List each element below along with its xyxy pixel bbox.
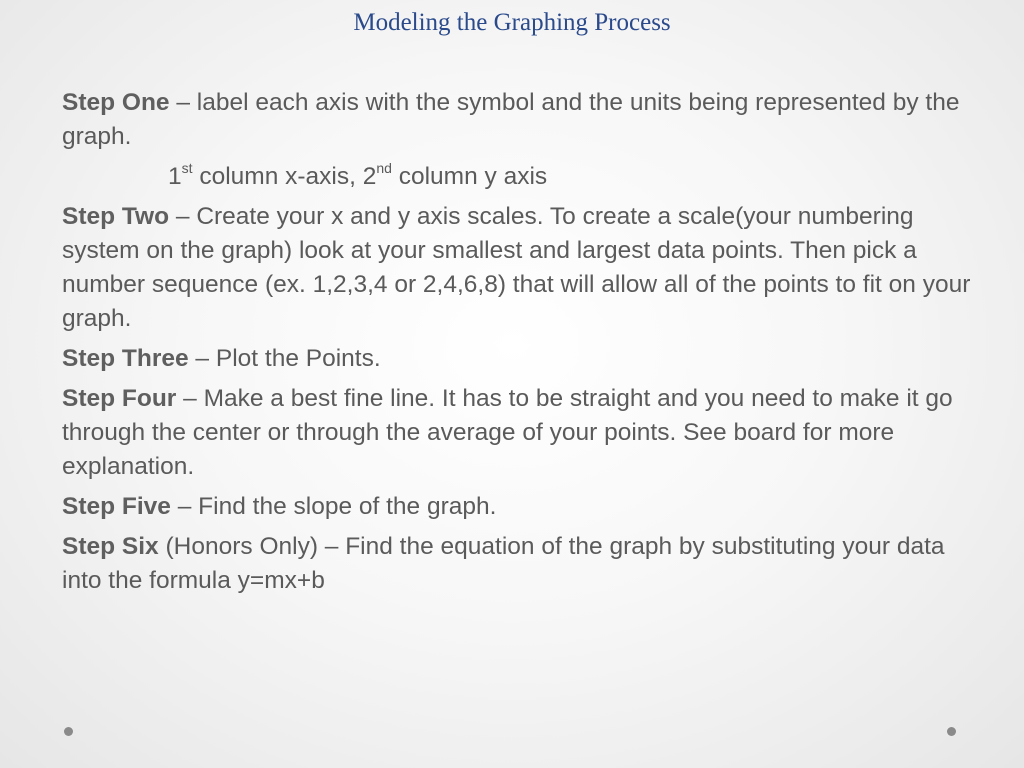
step-three-paragraph	[62, 342, 972, 376]
step-two-text: – Create your x and y axis scales. To create a scale(your numbering system on the graph) look at your smallest and largest data points. Then pick a number sequence (ex. 1,2,3,4 or 2,4,6,8) that will allow all of the points to fit on your graph.	[62, 203, 971, 332]
step-four-text: – Make a best fine line. It has to be straight and you need to make it go through the center or through the average of your points. See board for more explanation.	[62, 385, 953, 480]
step-six-label: Step Six	[62, 533, 159, 560]
step-one-paragraph	[62, 86, 972, 154]
step-one-text: – label each axis with the symbol and the units being represented by the graph.	[62, 89, 960, 150]
step-four-paragraph	[62, 382, 972, 484]
step-four-label: Step Four	[62, 385, 177, 412]
step-two-label: Step Two	[62, 203, 170, 230]
step-five-text: – Find the slope of the graph.	[170, 493, 497, 520]
step-five-paragraph	[62, 490, 972, 524]
column-assignment-note	[62, 160, 972, 194]
decorative-dot-right	[947, 727, 956, 736]
column-second-ordinal: nd	[376, 159, 392, 176]
step-five-label: Step Five	[62, 493, 171, 520]
decorative-dot-left	[64, 727, 73, 736]
column-second-text: column y axis	[391, 163, 548, 190]
step-two-paragraph	[62, 200, 972, 336]
step-three-text: – Plot the Points.	[188, 345, 381, 372]
step-six-paragraph	[62, 530, 972, 598]
column-first-text: column x-axis, 2	[192, 163, 377, 190]
slide-title: Modeling the Graphing Process	[353, 9, 671, 36]
step-one-label: Step One	[62, 89, 170, 116]
column-first-ordinal: st	[181, 159, 193, 176]
slide-body	[62, 86, 972, 604]
column-first-number: 1	[168, 163, 182, 190]
step-three-label: Step Three	[62, 345, 189, 372]
step-six-text: (Honors Only) – Find the equation of the graph by substituting your data into the formula y=mx+b	[62, 533, 945, 594]
